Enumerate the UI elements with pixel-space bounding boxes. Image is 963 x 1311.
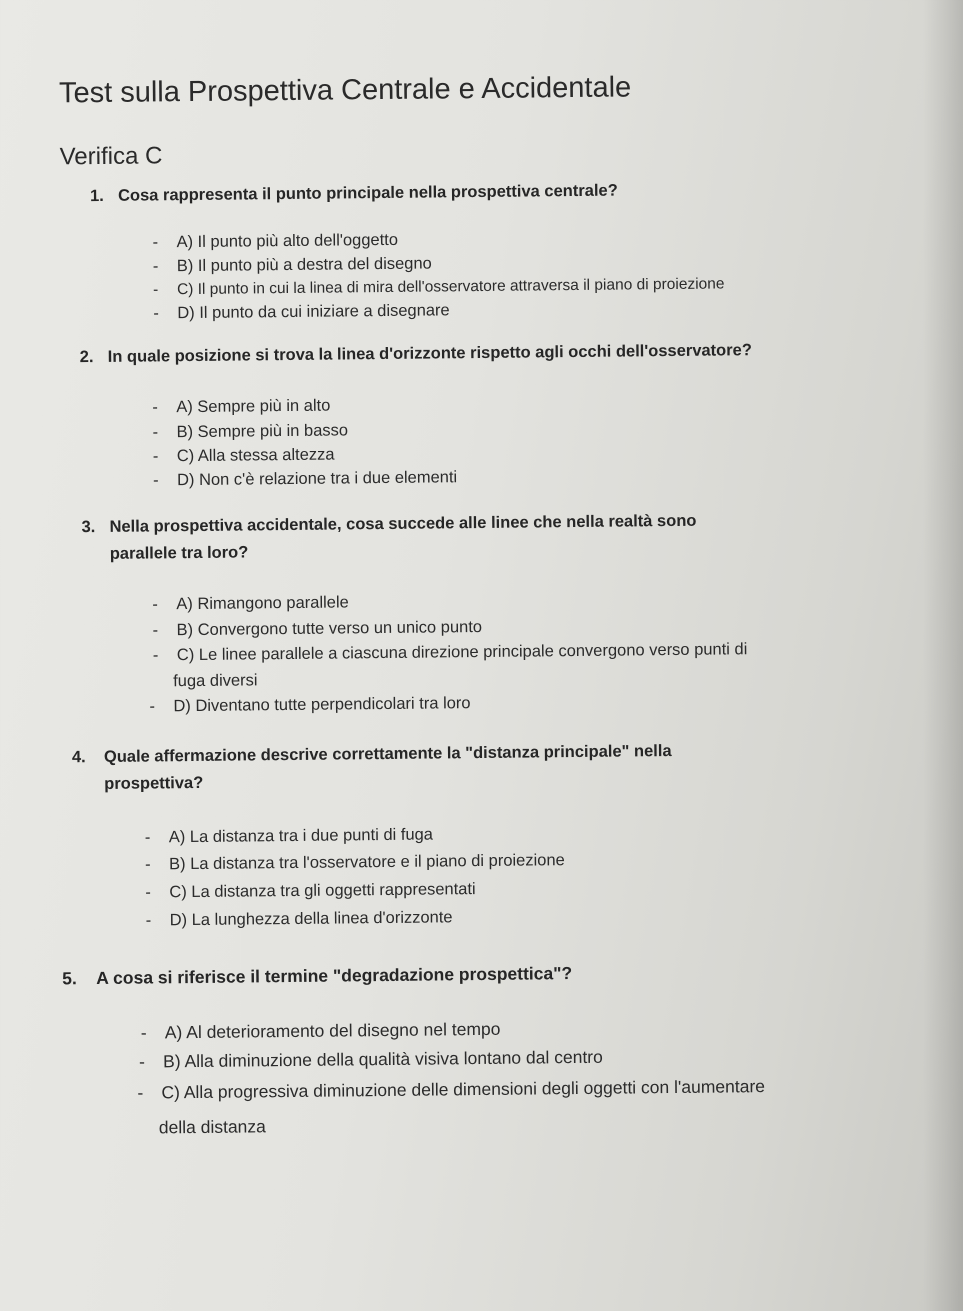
bullet-dash: - bbox=[144, 855, 151, 874]
question-number: 5. bbox=[62, 968, 77, 989]
option-4a bbox=[144, 822, 434, 852]
question-2 bbox=[80, 336, 900, 372]
bullet-dash: - bbox=[152, 233, 159, 252]
option-text: A) Il punto più alto dell'oggetto bbox=[176, 230, 399, 252]
option-text: B) Il punto più a destra del disegno bbox=[176, 254, 432, 276]
option-text: B) Sempre più in basso bbox=[176, 421, 349, 442]
option-5c-continuation bbox=[159, 1113, 266, 1141]
option-4d bbox=[145, 904, 453, 934]
option-3c-continuation bbox=[173, 667, 258, 695]
option-text: B) Convergono tutte verso un unico punto bbox=[176, 617, 483, 640]
option-5a bbox=[140, 1016, 501, 1047]
question-3 bbox=[81, 506, 902, 569]
bullet-dash: - bbox=[137, 1082, 144, 1103]
option-text: della distanza bbox=[158, 1116, 266, 1138]
option-text: D) Non c'è relazione tra i due elementi bbox=[176, 468, 458, 490]
option-5b bbox=[139, 1044, 603, 1076]
option-3a bbox=[152, 589, 349, 618]
bullet-dash: - bbox=[144, 828, 151, 847]
option-text: D) La lunghezza della linea d'orizzonte bbox=[169, 908, 453, 930]
bullet-dash: - bbox=[153, 304, 159, 323]
option-text: C) Il punto in cui la linea di mira dell'osservatore attraversa il piano di proiezione bbox=[176, 275, 725, 299]
page-edge-shadow bbox=[923, 0, 963, 1311]
bullet-dash: - bbox=[145, 911, 152, 930]
bullet-dash: - bbox=[145, 883, 151, 902]
option-3d bbox=[149, 690, 471, 720]
option-text: D) Il punto da cui iniziare a disegnare bbox=[177, 301, 450, 323]
question-number: 3. bbox=[81, 518, 96, 537]
option-text: fuga diversi bbox=[173, 671, 258, 691]
bullet-dash: - bbox=[152, 471, 159, 490]
bullet-dash: - bbox=[140, 1022, 147, 1043]
question-5 bbox=[62, 957, 902, 993]
option-text: B) La distanza tra l'osservatore e il piano di proiezione bbox=[168, 851, 565, 874]
option-text: C) Le linee parallele a ciascuna direzione principale convergono verso punti di bbox=[176, 640, 748, 665]
option-text: C) Alla progressiva diminuzione delle dimensioni degli oggetti con l'aumentare bbox=[161, 1076, 766, 1103]
option-text: C) Alla stessa altezza bbox=[176, 445, 335, 466]
bullet-dash: - bbox=[149, 697, 156, 716]
option-1c bbox=[152, 270, 725, 303]
bullet-dash: - bbox=[152, 281, 159, 299]
question-number: 4. bbox=[71, 748, 86, 767]
question-number: 2. bbox=[79, 348, 94, 367]
option-4b bbox=[144, 847, 565, 878]
option-5c bbox=[137, 1073, 766, 1106]
question-text-line1: Nella prospettiva accidentale, cosa succede alle linee che nella realtà sono bbox=[109, 511, 697, 536]
option-text: A) La distanza tra i due punti di fuga bbox=[168, 825, 434, 847]
option-3c bbox=[152, 636, 748, 669]
question-text-line2: parallele tra loro? bbox=[109, 543, 249, 563]
question-text: In quale posizione si trova la linea d'orizzonte rispetto agli occhi dell'osservatore? bbox=[107, 341, 752, 366]
page-title: Test sulla Prospettiva Centrale e Accidentale bbox=[58, 71, 632, 110]
bullet-dash: - bbox=[152, 398, 158, 417]
option-text: A) Sempre più in alto bbox=[176, 396, 331, 417]
bullet-dash: - bbox=[139, 1051, 146, 1072]
bullet-dash: - bbox=[152, 447, 159, 466]
question-text-line1: Quale affermazione descrive correttamente la "distanza principale" nella bbox=[103, 742, 672, 766]
option-text: A) Rimangono parallele bbox=[176, 593, 349, 614]
bullet-dash: - bbox=[152, 646, 159, 665]
option-2d bbox=[152, 464, 458, 494]
bullet-dash: - bbox=[152, 423, 159, 442]
question-text: Cosa rappresenta il punto principale nella prospettiva centrale? bbox=[117, 181, 618, 205]
option-text: C) La distanza tra gli oggetti rappresentati bbox=[169, 880, 476, 902]
option-text: A) Al deterioramento del disegno nel tempo bbox=[164, 1018, 501, 1043]
bullet-dash: - bbox=[152, 621, 159, 640]
option-text: B) Alla diminuzione della qualità visiva lontano dal centro bbox=[163, 1046, 603, 1072]
question-number: 1. bbox=[89, 186, 104, 206]
option-text: D) Diventano tutte perpendicolari tra loro bbox=[173, 694, 471, 716]
question-text-line2: prospettiva? bbox=[104, 773, 204, 793]
option-4c bbox=[145, 876, 476, 906]
option-1d bbox=[153, 297, 450, 327]
question-1 bbox=[90, 175, 890, 210]
question-text: A cosa si riferisce il termine "degradazione prospettica"? bbox=[96, 963, 573, 989]
bullet-dash: - bbox=[152, 595, 158, 614]
question-4 bbox=[72, 736, 903, 799]
page-subtitle: Verifica C bbox=[59, 142, 163, 171]
bullet-dash: - bbox=[152, 257, 159, 276]
